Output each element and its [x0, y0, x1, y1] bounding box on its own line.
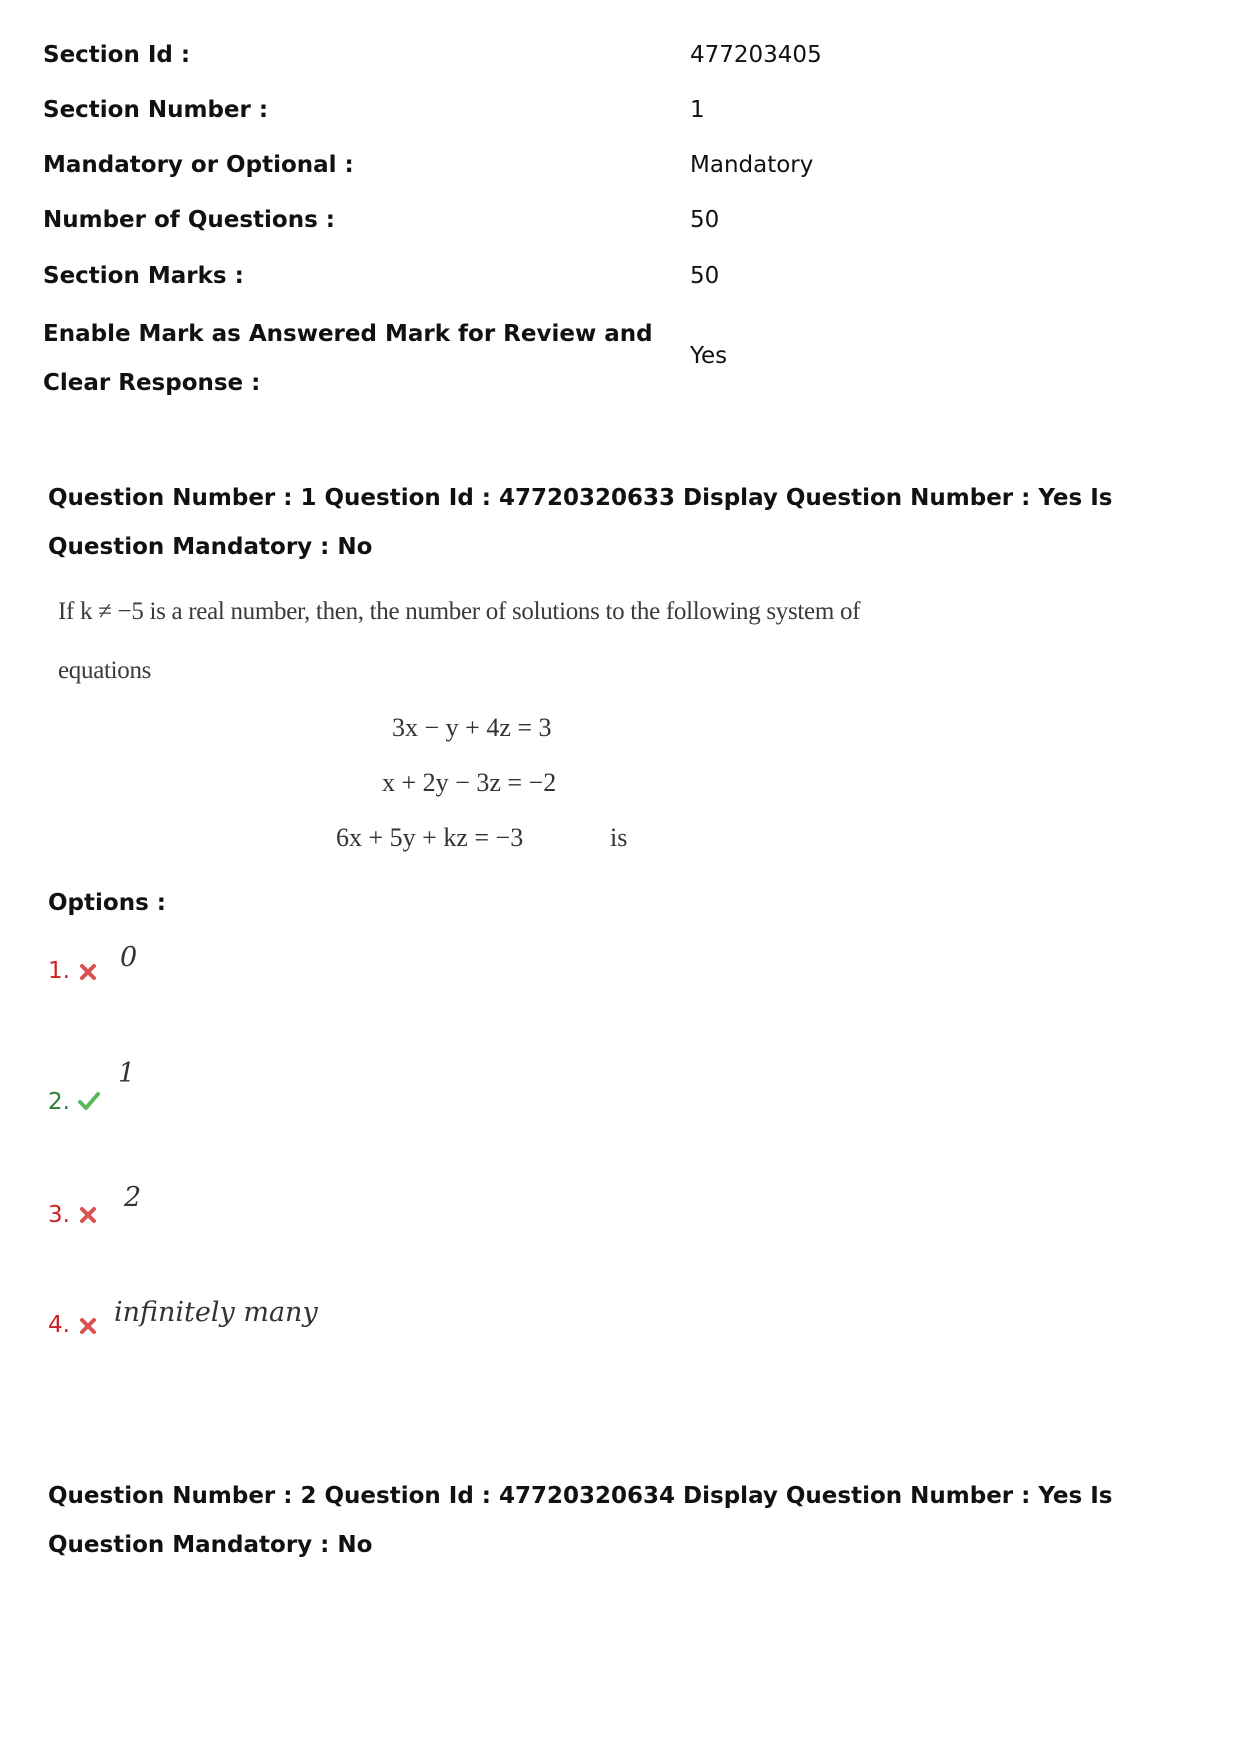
enable-mark-value: Yes [690, 343, 728, 369]
section-id-value: 477203405 [690, 42, 822, 68]
options-label: Options : [48, 890, 166, 916]
question-count-value: 50 [690, 207, 720, 233]
question-count-label: Number of Questions : [43, 207, 335, 233]
option-value: infinitely many [114, 1297, 318, 1328]
option-number: 4. [48, 1312, 70, 1338]
equation-suffix: is [610, 823, 628, 852]
mandatory-label: Mandatory or Optional : [43, 152, 354, 178]
enable-mark-label: Enable Mark as Answered Mark for Review and Clear Response : [43, 321, 653, 396]
option-number: 1. [48, 958, 70, 984]
cross-icon [78, 962, 98, 982]
option-value: 1 [118, 1058, 136, 1089]
option-number: 2. [48, 1089, 70, 1115]
section-id-label: Section Id : [43, 42, 191, 68]
section-number-label: Section Number : [43, 97, 269, 123]
equation-2: x + 2y − 3z = −2 [382, 768, 557, 797]
mandatory-value: Mandatory [690, 152, 814, 178]
section-number-value: 1 [690, 97, 705, 123]
section-marks-value: 50 [690, 263, 720, 289]
section-marks-label: Section Marks : [43, 263, 244, 289]
option-value: 2 [124, 1182, 142, 1213]
check-icon [77, 1090, 101, 1112]
equation-3: 6x + 5y + kz = −3 [336, 823, 524, 852]
cross-icon [78, 1316, 98, 1336]
option-number: 3. [48, 1202, 70, 1228]
option-value: 0 [120, 942, 138, 973]
equation-1: 3x − y + 4z = 3 [392, 713, 552, 742]
cross-icon [78, 1205, 98, 1225]
question-header: Question Number : 1 Question Id : 47720320633 Display Question Number : Yes Is Question Mandatory : No [48, 485, 1113, 560]
question-header: Question Number : 2 Question Id : 47720320634 Display Question Number : Yes Is Question Mandatory : No [48, 1483, 1113, 1558]
question-text-line-2: equations [58, 657, 152, 684]
question-text-line-1: If k ≠ −5 is a real number, then, the number of solutions to the following system of [58, 598, 861, 625]
